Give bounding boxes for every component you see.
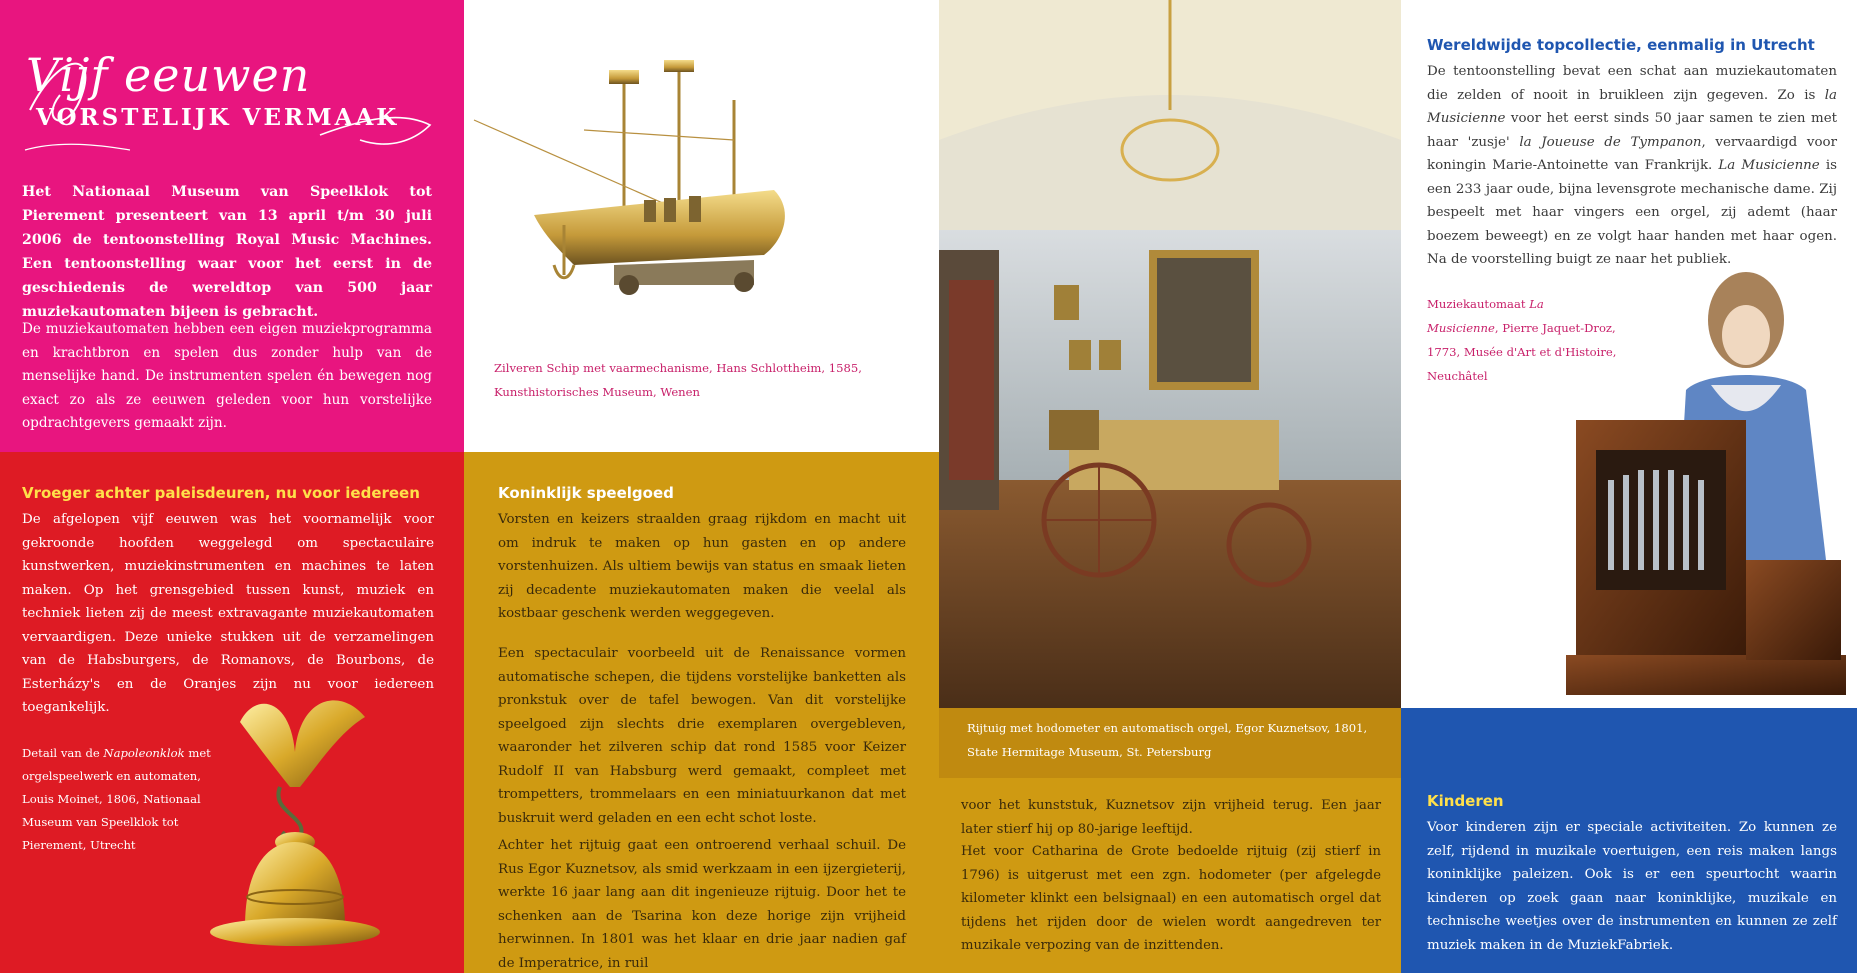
section-heading-palace-doors: Vroeger achter paleisdeuren, nu voor iedereen (22, 484, 420, 502)
royal-toys-paragraph-1: Vorsten en keizers straalden graag rijkdom en macht uit om indruk te maken op hun gasten en op andere vorstenhuizen. Als ultiem bewijs van status en smaak lieten zij decadente muziekautomaten maken die veelal als kostbaar geschenk werden weggegeven. (498, 512, 906, 621)
palace-doors-paragraph: De afgelopen vijf eeuwen was het voornamelijk voor gekroonde hoofden weggelegd om spectaculaire kunstwerken, muziekinstrumenten en machines te laten maken. Op het grensgebied tussen kunst, muziek en techniek lieten zij de meest extravagante muziekautomaten vervaardigen. Deze unieke stukken uit de verzamelingen van de Habsburgers, de Romanovs, de Bourbons, de Esterházy's en de Oranjes zijn nu voor iedereen toegankelijk. (22, 512, 434, 715)
panel-ship-image (464, 0, 939, 452)
musicienne-automaton-image (1536, 260, 1856, 708)
intro-paragraph: Het Nationaal Museum van Speelklok tot Pierement presenteert van 13 april t/m 30 juli 2006 de tentoonstelling Royal Music Machines. Een tentoonstelling waar voor het eerst in de geschiedenis de wereldtop van 500 jaar muziekautomaten bijeen is gebracht. (22, 184, 432, 320)
napoleon-clock-caption: Detail van de Napoleonklok met orgelspeelwerk en automaten, Louis Moinet, 1806, Nationaal Museum van Speelklok tot Pierement, Utrecht (22, 746, 211, 852)
section-heading-royal-toys: Koninklijk speelgoed (498, 484, 674, 502)
panel-intro (0, 0, 464, 452)
intro-body-paragraph: De muziekautomaten hebben een eigen muziekprogramma en krachtbron en spelen dus zonder hulp van de menselijke hand. De instrumenten spelen én bewegen nog exact zo als ze eeuwen geleden voor hun vorstelijke opdrachtgevers gemaakt zijn. (22, 321, 432, 431)
carriage-paragraph-2: Het voor Catharina de Grote bedoelde rijtuig (zij stierf in 1796) is uitgerust met een zgn. hodometer (per afgelegde kilometer klinkt een belsignaal) en een automatisch orgel dat tijdens het rijden door de wielen wordt aangedreven ter muzikale verpozing van de inzittenden. (961, 844, 1381, 953)
panel-royal-toys (464, 452, 939, 973)
panel-world-collection (1401, 0, 1857, 708)
hermitage-room-photo (939, 0, 1401, 708)
carriage-caption: Rijtuig met hodometer en automatisch orgel, Egor Kuznetsov, 1801, State Hermitage Museum, St. Petersburg (967, 721, 1368, 759)
carriage-paragraph-1: voor het kunststuk, Kuznetsov zijn vrijheid terug. Een jaar later stierf hij op 80-jarige leeftijd. (961, 798, 1381, 837)
silver-ship-caption: Zilveren Schip met vaarmechanisme, Hans Schlottheim, 1585, Kunsthistorisches Museum, Wenen (494, 361, 862, 399)
world-collection-paragraph: De tentoonstelling bevat een schat aan muziekautomaten die zelden of nooit in bruikleen zijn gegeven. Zo is la Musicienne voor het eerst sinds 50 jaar samen te zien met haar 'zusje' la Joueuse de Tympanon, vervaardigd voor koningin Marie-Antoinette van Frankrijk. La Musicienne is een 233 jaar oude, bijna levensgrote mechanische dame. Zij bespeelt met haar vingers een orgel, zij ademt (haar boezem beweegt) en ze volgt haar handen met haar ogen. Na de voorstelling buigt ze naar het publiek. (1427, 64, 1837, 267)
brochure-title-caps: VORSTELIJK VERMAAK (36, 104, 400, 131)
section-heading-kids: Kinderen (1427, 792, 1504, 810)
silver-ship-image (464, 60, 934, 340)
brochure-title-script: Vijf eeuwen (26, 48, 311, 102)
panel-palace-doors (0, 452, 464, 973)
panel-kids (1401, 708, 1857, 973)
carriage-caption-band (939, 708, 1401, 778)
kids-paragraph: Voor kinderen zijn er speciale activiteiten. Zo kunnen ze zelf, rijdend in muzikale voertuigen, een reis maken langs koninklijke paleizen. Ook is er een speurtocht waarin kinderen op zoek gaan naar koninklijke, muzikale en technische weetjes over de instrumenten en kunnen ze zelf muziek maken in de MuziekFabriek. (1427, 820, 1837, 953)
section-heading-world-collection: Wereldwijde topcollectie, eenmalig in Utrecht (1427, 36, 1815, 54)
hermitage-carriage-image (939, 0, 1401, 708)
napoleon-clock-image (200, 692, 390, 962)
musicienne-caption: Muziekautomaat La Musicienne, Pierre Jaquet-Droz, 1773, Musée d'Art et d'Histoire, Neuchâtel (1427, 297, 1617, 383)
royal-toys-paragraph-2: Een spectaculair voorbeeld uit de Renaissance vormen automatische schepen, die tijdens vorstelijke banketten als pronkstuk over de tafel bewogen. Van dit vorstelijke speelgoed zijn slechts drie exemplaren overgebleven, waaronder het zilveren schip dat rond 1585 voor Keizer Rudolf II van Habsburg werd gemaakt, compleet met trompetters, trommelaars en een miniatuurkanon dat met buskruit werd geladen en een echt schot loste. (498, 646, 906, 826)
royal-toys-paragraph-3: Achter het rijtuig gaat een ontroerend verhaal schuil. De Rus Egor Kuznetsov, als smid werkzaam in een ijzergieterij, werkte 16 jaar lang aan dit ingenieuze rijtuig. Door het te schenken aan de Tsarina kon deze horige zijn vrijheid herwinnen. In 1801 was het klaar en drie jaar nadien gaf de Imperatrice, in ruil (498, 838, 906, 971)
